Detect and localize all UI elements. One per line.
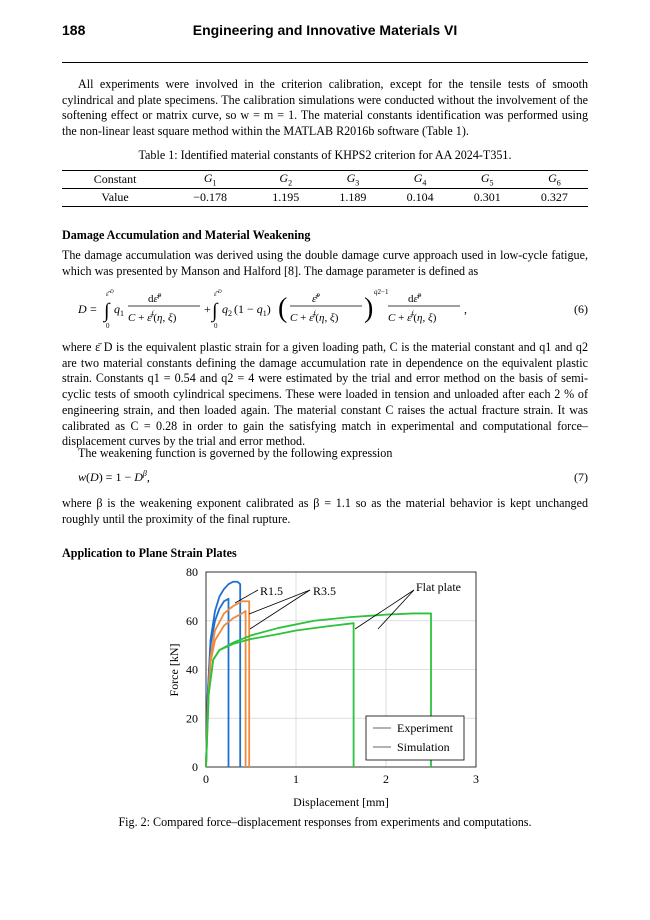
table-header-cell: $G_3$ — [319, 171, 386, 189]
table-cell: 1.195 — [252, 189, 319, 207]
table-cell: −0.178 — [168, 189, 252, 207]
svg-text:∫: ∫ — [104, 300, 110, 322]
legend-experiment: Experiment — [397, 721, 453, 735]
equation-7 — [62, 466, 202, 488]
svg-text:D: D — [218, 290, 222, 295]
svg-text:2: 2 — [228, 309, 232, 318]
table-caption: Table 1: Identified material constants of KHPS2 criterion for AA 2024-T351. — [138, 148, 512, 162]
svg-text:C + ε̄f(η, ξ): C + ε̄$^f$(η, ξ) — [128, 310, 177, 324]
section-heading-plane-strain: Application to Plane Strain Plates — [62, 546, 237, 560]
svg-text:ε̄: ε̄ — [214, 290, 217, 298]
svg-text:D: D — [110, 290, 114, 295]
page-header — [62, 22, 588, 42]
x-tick-label: 1 — [293, 772, 299, 786]
svg-text:dε̄p: dε̄$^p$ — [148, 291, 162, 305]
svg-text:=: = — [90, 302, 97, 316]
leader-flat-a — [378, 590, 414, 629]
paragraph-weakening-intro: The weakening function is governed by the following expression — [78, 446, 393, 460]
svg-text:ε̄: ε̄ — [106, 290, 109, 298]
table-header-row — [62, 171, 588, 189]
y-tick-label: 80 — [186, 565, 198, 579]
equation-7-number: (7) — [574, 470, 588, 484]
paragraph-where-constants: where ε̄ D is the equivalent plastic strain for a given loading path, C is the material constant and q1 and q2 are two material constants defining the damage accumulation rate in dependence on the equivalent plastic strain. Constants q1 = 0.54 and q2 = 4 were estimated by the trial and error method on the basis of semi-cyclic tests of smooth cylindrical specimens. These were loaded in tension and unloaded after each 2 % of engineering strain, and then loaded again. The material constant C raises the actual fracture strain. It was calibrated as C = 0.28 in order to gain the satisfying match in experimental and computational force–displacement curves by the trial and error method. — [62, 340, 588, 449]
svg-text:∫: ∫ — [212, 300, 218, 322]
table-header-cell: Constant — [62, 171, 168, 189]
svg-text:1: 1 — [120, 309, 124, 318]
svg-text:0: 0 — [106, 322, 110, 330]
material-constants-table — [62, 170, 588, 207]
y-axis-label: Force [kN] — [167, 643, 181, 697]
svg-text:q: q — [222, 302, 228, 316]
svg-text:0: 0 — [214, 322, 218, 330]
paragraph-beta: where β is the weakening exponent calibrated as β = 1.1 so as the material behavior is kept unchanged roughly until the proximity of the final rupture. — [62, 496, 588, 526]
y-tick-label: 20 — [186, 711, 198, 726]
svg-text:q: q — [114, 302, 120, 316]
x-tick-label: 2 — [383, 772, 389, 786]
journal-title: Engineering and Innovative Materials VI — [192, 22, 458, 38]
equation-6-number: (6) — [574, 302, 588, 316]
header-rule — [62, 62, 588, 63]
svg-text:,: , — [464, 302, 467, 316]
annotation-flat-plate: Flat plate — [416, 580, 461, 594]
x-tick-label: 0 — [203, 772, 209, 786]
svg-text:dε̄p: dε̄$^p$ — [408, 291, 422, 305]
svg-text:w(D) = 1 − Dβ,: $w(D) = 1 - D^\beta$, — [78, 469, 150, 484]
svg-text:(: ( — [278, 293, 288, 324]
table-cell: 0.327 — [521, 189, 588, 207]
section-heading-damage: Damage Accumulation and Material Weakening — [62, 228, 311, 242]
svg-text:(1 − q1): $(1 - q_1)$ — [234, 302, 271, 318]
y-tick-label: 0 — [192, 760, 198, 774]
svg-text:q2−1: q2−1 — [374, 288, 389, 296]
svg-text:C + ε̄f(η, ξ): C + ε̄$^f$(η, ξ) — [388, 310, 437, 324]
table-value-row — [62, 189, 588, 207]
figure-caption: Fig. 2: Compared force–displacement responses from experiments and computations. — [118, 815, 532, 829]
table-header-cell: $G_5$ — [454, 171, 521, 189]
y-tick-label: 60 — [186, 613, 198, 628]
svg-text:): ) — [364, 293, 374, 324]
page-number: 188 — [62, 22, 86, 38]
table-cell: 0.301 — [454, 189, 521, 207]
legend-simulation: Simulation — [397, 740, 450, 754]
table-header-cell: $G_4$ — [386, 171, 453, 189]
annotations — [235, 580, 461, 629]
equation-6 — [62, 286, 482, 332]
paragraph-damage-intro: The damage accumulation was derived using the double damage curve approach used in low-cycle fatigue, which was presented by Manson and Halford [8]. The damage parameter is defined as — [62, 248, 588, 278]
y-tick-label: 40 — [186, 662, 198, 677]
x-axis-label: Displacement [mm] — [293, 795, 389, 809]
svg-text:+: + — [204, 302, 211, 316]
annotation-r15: R1.5 — [260, 584, 284, 598]
svg-text:D: D — [78, 302, 87, 316]
table-cell: 0.104 — [386, 189, 453, 207]
chart-legend — [366, 716, 464, 760]
annotation-r35: R3.5 — [313, 584, 337, 598]
svg-text:ε̄p: ε̄$^p$ — [312, 291, 320, 305]
force-displacement-chart — [150, 562, 500, 814]
paragraph-calibration: All experiments were involved in the criterion calibration, except for the tensile tests of smooth cylindrical and plate specimens. The calibration simulations were conducted without the involvement of the softening effect or matrix curve, so w = m = 1. The material constants identification was performed using the non-linear least square method within the MATLAB R2016b software (Table 1). — [62, 77, 588, 139]
table-header-cell: $G_6$ — [521, 171, 588, 189]
table-header-cell: $G_2$ — [252, 171, 319, 189]
table-header-cell: $G_1$ — [168, 171, 252, 189]
table-cell: 1.189 — [319, 189, 386, 207]
table-cell: Value — [62, 189, 168, 207]
x-tick-label: 3 — [473, 772, 479, 786]
svg-text:C + ε̄f(η, ξ): C + ε̄$^f$(η, ξ) — [290, 310, 339, 324]
leader-flat-b — [355, 590, 414, 629]
